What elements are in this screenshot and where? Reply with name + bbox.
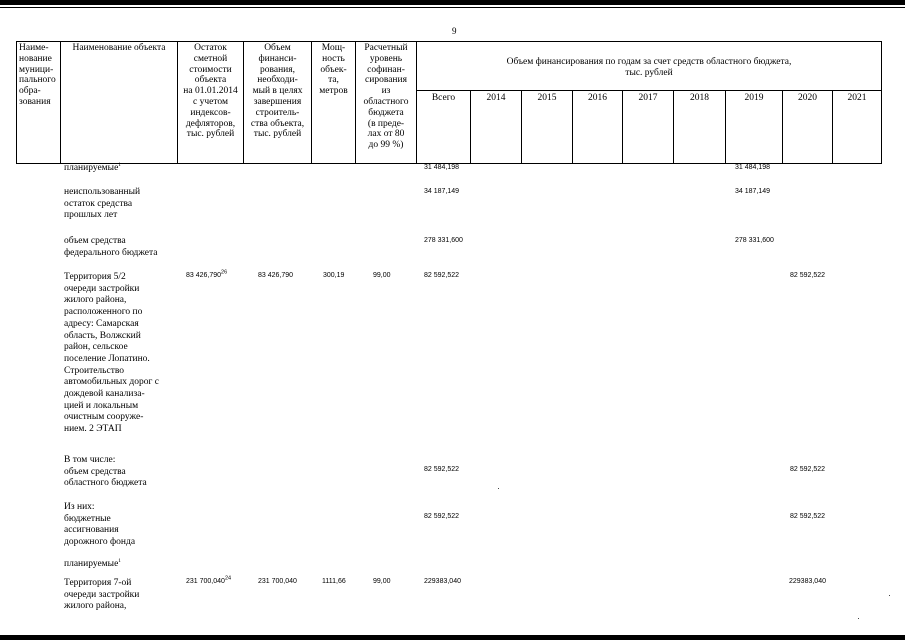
header-years-rule [416,90,881,91]
page-top-border-thin [0,7,905,8]
row-territory-5-2-cofinance: 99,00 [373,272,391,279]
header-year: 2018 [690,93,709,103]
footnote-mark: 1 [118,161,122,168]
row-territory-5-2-2020: 82 592,522 [790,272,826,279]
row-planned-label [64,163,121,175]
footnote-mark: 1 [118,557,122,564]
row-federal-budget-2019: 278 331,600 [735,237,774,244]
header-year: 2017 [638,93,658,103]
scan-speck [498,488,499,489]
row-territory-7-label: Территория 7-ой очереди застройки жилого района, [64,578,140,612]
header-year: 2021 [847,93,867,103]
row-territory-7-cofinance: 99,00 [373,578,391,585]
page-top-border [0,0,905,5]
header-year: 2014 [486,93,506,103]
row-territory-5-2-total: 82 592,522 [424,272,460,279]
col-divider [16,41,17,164]
row-unused-balance-total: 34 187,149 [424,188,460,195]
header-total: Всего [431,93,456,103]
row-unused-balance-label: неиспользованный остаток средства прошлых лет [64,187,141,221]
header-financing-title: Объем финансирования по годам за счет средств областного бюджета, тыс. рублей [506,57,792,78]
row-unused-balance-2019: 34 187,149 [735,188,771,195]
row-planned-text: планируемые [64,163,119,173]
header-top-rule [16,41,881,42]
row-territory-7-balance: 231 700,040$^{24}$ [186,575,232,585]
header-year: 2019 [744,93,764,103]
row-including-total: 82 592,522 [424,466,460,473]
row-territory-5-2-label: Территория 5/2 очереди застройки жилого района, расположенного по адресу: Самарская область, Волжский район, сельское поселение Лопатино. Строительство автомобильных дорог с дождевой канализа- цией и локальным очистным сооруже- нием. 2 ЭТАП [64,272,159,435]
col-divider [60,41,61,164]
header-cofinance: Расчетный уровень софинан- сирования из областного бюджета (в преде- лах от 80 до 99 %) [363,43,409,151]
row-planned-2019: 31 484,198 [735,164,771,171]
col-divider [881,41,882,164]
header-year: 2016 [588,93,607,103]
row-road-fund-total: 82 592,522 [424,513,460,520]
row-road-fund-label: Из них: бюджетные ассигнования дорожного фонда [64,502,136,548]
row-territory-5-2-volume: 83 426,790 [258,272,294,279]
row-territory-7-total: 229383,040 [424,578,461,585]
scan-speck [889,595,890,596]
header-object-name: Наименование объекта [72,43,166,53]
footnote-mark: 26 [221,269,228,276]
row-road-fund-2020: 82 592,522 [790,513,826,520]
header-balance: Остаток сметной стоимости объекта на 01.01.2014 с учетом индексов- дефляторов, тыс. рублей [183,43,238,140]
row-federal-budget-label: объем средства федерального бюджета [64,236,158,258]
row-territory-5-2-capacity: 300,19 [323,272,345,279]
page-bottom-border [0,635,905,640]
row-including-label: В том числе: объем средства областного бюджета [64,455,147,489]
row-territory-7-2020: 229383,040 [789,578,826,585]
header-volume: Объем финанси- рования, необходи- мый в целях завершения строитель- ства объекта, тыс. рублей [250,43,305,140]
scan-speck [858,618,859,619]
header-year: 2015 [537,93,557,103]
row-federal-budget-total: 278 331,600 [424,237,463,244]
row-including-2020: 82 592,522 [790,466,826,473]
row-planned-2-label [64,559,121,571]
footnote-mark: 24 [224,575,232,582]
header-municipality: Наиме- нование муници- пального обра- зования [19,43,56,107]
row-planned-2-text: планируемые [64,559,119,569]
row-territory-7-volume: 231 700,040 [258,578,297,585]
header-year: 2020 [798,93,817,103]
header-capacity: Мощ- ность объек- та, метров [319,43,348,97]
row-territory-5-2-balance: 83 426,790$^{26}$ [186,269,228,279]
row-territory-7-capacity: 1111,66 [322,578,346,585]
row-planned-total: 31 484,198 [424,164,460,171]
page-number: 9 [452,26,457,36]
